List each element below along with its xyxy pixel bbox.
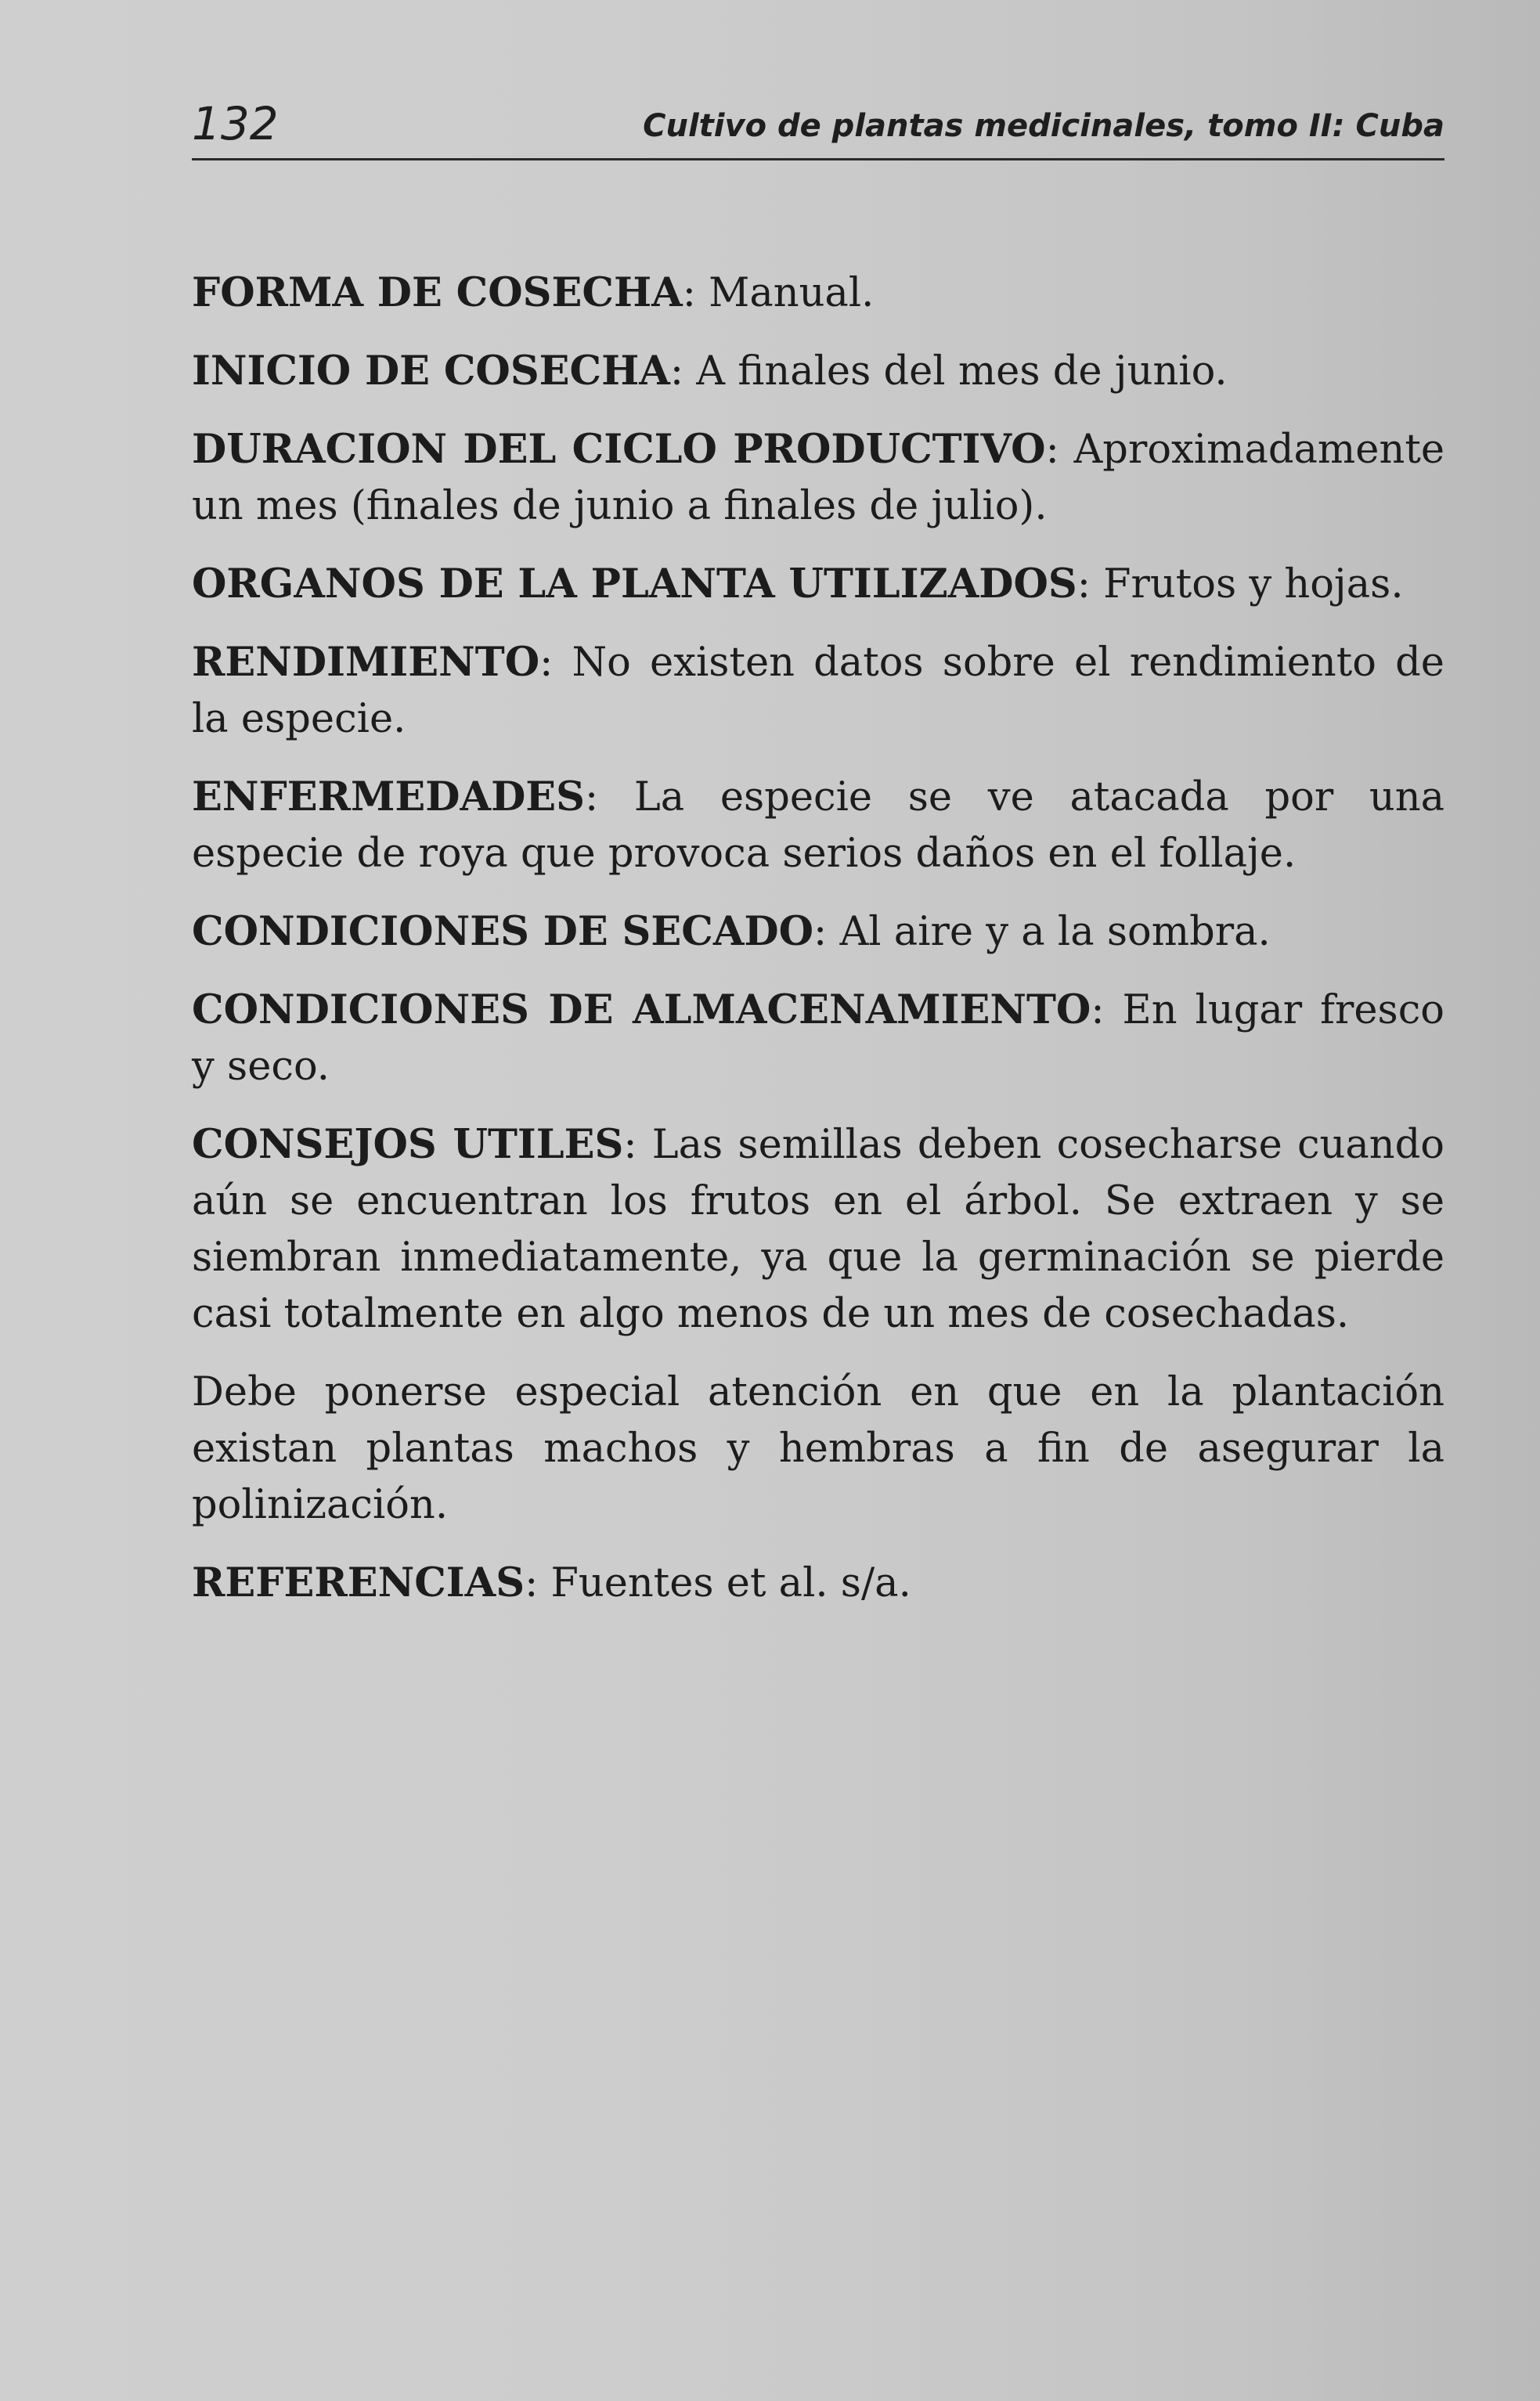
entry-rendimiento — [192, 634, 1444, 748]
page-number: 132 — [192, 97, 279, 150]
entry-text: : La especie se ve atacada por una especie de roya que provoca serios daños en el follaje. — [192, 774, 1444, 877]
entry-label: CONDICIONES DE ALMACENAMIENTO — [192, 986, 1091, 1033]
entry-label: ORGANOS DE LA PLANTA UTILIZADOS — [192, 561, 1077, 607]
page-body — [192, 265, 1444, 1633]
entry-enfermedades — [192, 769, 1444, 882]
entry-text: Debe ponerse especial atención en que en la plantación existan plantas machos y hembras a fin de asegurar la polinización. — [192, 1369, 1444, 1528]
entry-referencias — [192, 1555, 1444, 1612]
entry-label: RENDIMIENTO — [192, 639, 540, 686]
entry-text: : Al aire y a la sombra. — [813, 909, 1271, 955]
entry-duracion-ciclo — [192, 421, 1444, 535]
entry-text: : Aproximadamente un mes (finales de junio a finales de julio). — [192, 427, 1444, 529]
entry-text: : Manual. — [682, 270, 875, 316]
entry-label: CONDICIONES DE SECADO — [192, 908, 814, 955]
running-title: Cultivo de plantas medicinales, tomo II: Cuba — [643, 108, 1444, 144]
entry-text: : Fuentes et al. s/a. — [525, 1560, 911, 1606]
entry-label: FORMA DE COSECHA — [192, 269, 683, 316]
entry-text: : En lugar fresco y seco. — [192, 987, 1444, 1090]
entry-condiciones-almacenamiento — [192, 982, 1444, 1095]
entry-text: : Frutos y hojas. — [1077, 561, 1404, 607]
page-header — [192, 92, 1444, 160]
entry-inicio-de-cosecha — [192, 343, 1444, 400]
entry-label: ENFERMEDADES — [192, 773, 586, 820]
entry-nota-polinizacion — [192, 1364, 1444, 1534]
entry-label: INICIO DE COSECHA — [192, 348, 670, 395]
entry-forma-de-cosecha — [192, 265, 1444, 322]
entry-organos-utilizados — [192, 556, 1444, 613]
entry-consejos-utiles — [192, 1116, 1444, 1343]
entry-condiciones-secado — [192, 903, 1444, 961]
entry-label: REFERENCIAS — [192, 1559, 525, 1606]
entry-text: : Las semillas deben cosecharse cuando aún se encuentran los frutos en el árbol. Se extraen y se siembran inmediatamente, ya que la germinación se pierde casi totalmente en algo menos de un mes de cosechadas. — [192, 1122, 1444, 1337]
entry-label: CONSEJOS UTILES — [192, 1121, 624, 1168]
entry-text: : No existen datos sobre el rendimiento de la especie. — [192, 640, 1444, 742]
entry-label: DURACION DEL CICLO PRODUCTIVO — [192, 426, 1046, 473]
entry-text: : A finales del mes de junio. — [669, 348, 1228, 395]
